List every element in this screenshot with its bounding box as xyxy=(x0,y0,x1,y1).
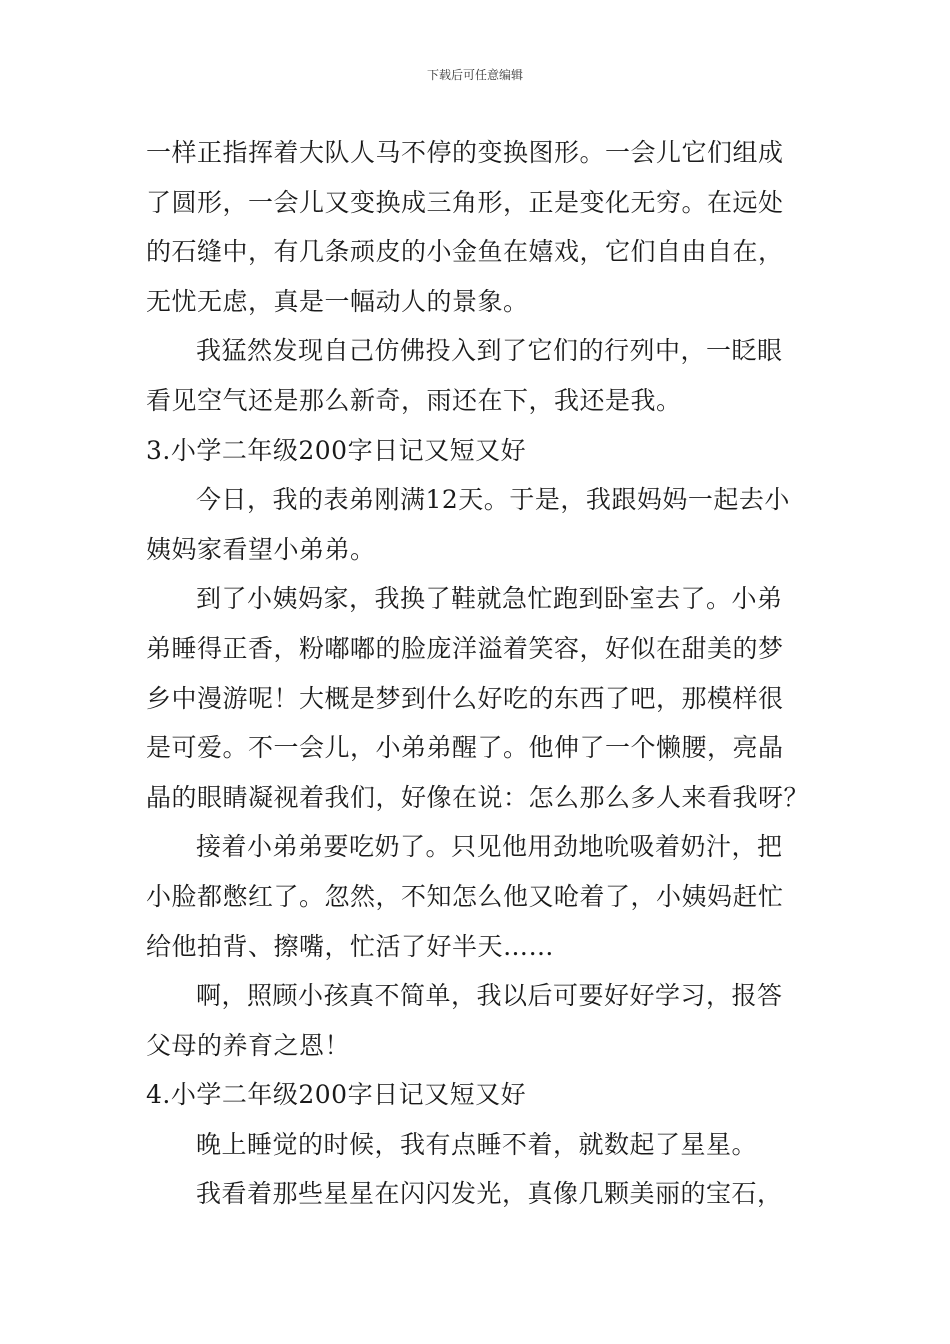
section-heading: 4.小学二年级200字日记又短又好 xyxy=(146,1080,527,1110)
text-line: 的石缝中，有几条顽皮的小金鱼在嬉戏，它们自由自在， xyxy=(146,237,784,267)
text-line: 我看着那些星星在闪闪发光，真像几颗美丽的宝石， xyxy=(196,1179,783,1209)
text-line: 了圆形，一会儿又变换成三角形，正是变化无穷。在远处 xyxy=(146,187,784,217)
text-line: 姨妈家看望小弟弟。 xyxy=(146,534,376,564)
text-line: 乡中漫游呢！大概是梦到什么好吃的东西了吧，那模样很 xyxy=(146,683,784,713)
text-line: 接着小弟弟要吃奶了。只见他用劲地吮吸着奶汁，把 xyxy=(196,832,783,862)
text-line: 看见空气还是那么新奇，雨还在下，我还是我。 xyxy=(146,385,682,415)
text-line: 一样正指挥着大队人马不停的变换图形。一会儿它们组成 xyxy=(146,138,784,167)
text-line: 无忧无虑，真是一幅动人的景象。 xyxy=(146,286,529,316)
section-heading: 3.小学二年级200字日记又短又好 xyxy=(146,435,527,465)
text-line: 啊，照顾小孩真不简单，我以后可要好好学习，报答 xyxy=(196,981,783,1011)
text-line: 小脸都憋红了。忽然，不知怎么他又呛着了，小姨妈赶忙 xyxy=(146,881,784,911)
text-line: 父母的养育之恩！ xyxy=(146,1030,351,1060)
text-line: 晚上睡觉的时候，我有点睡不着，就数起了星星。 xyxy=(196,1129,758,1159)
text-line: 给他拍背、擦嘴，忙活了好半天…… xyxy=(146,931,555,961)
text-line: 弟睡得正香，粉嘟嘟的脸庞洋溢着笑容，好似在甜美的梦 xyxy=(146,633,784,663)
text-line: 晶的眼睛凝视着我们，好像在说：怎么那么多人来看我呀？ xyxy=(146,782,810,812)
text-line: 我猛然发现自己仿佛投入到了它们的行列中，一眨眼 xyxy=(196,336,783,366)
text-line: 是可爱。不一会儿，小弟弟醒了。他伸了一个懒腰，亮晶 xyxy=(146,733,784,763)
page-header-note: 下载后可任意编辑 xyxy=(426,68,523,82)
text-line: 到了小姨妈家，我换了鞋就急忙跑到卧室去了。小弟 xyxy=(196,584,783,614)
text-line: 今日，我的表弟刚满12天。于是，我跟妈妈一起去小 xyxy=(196,485,790,515)
document-body xyxy=(146,128,810,1219)
